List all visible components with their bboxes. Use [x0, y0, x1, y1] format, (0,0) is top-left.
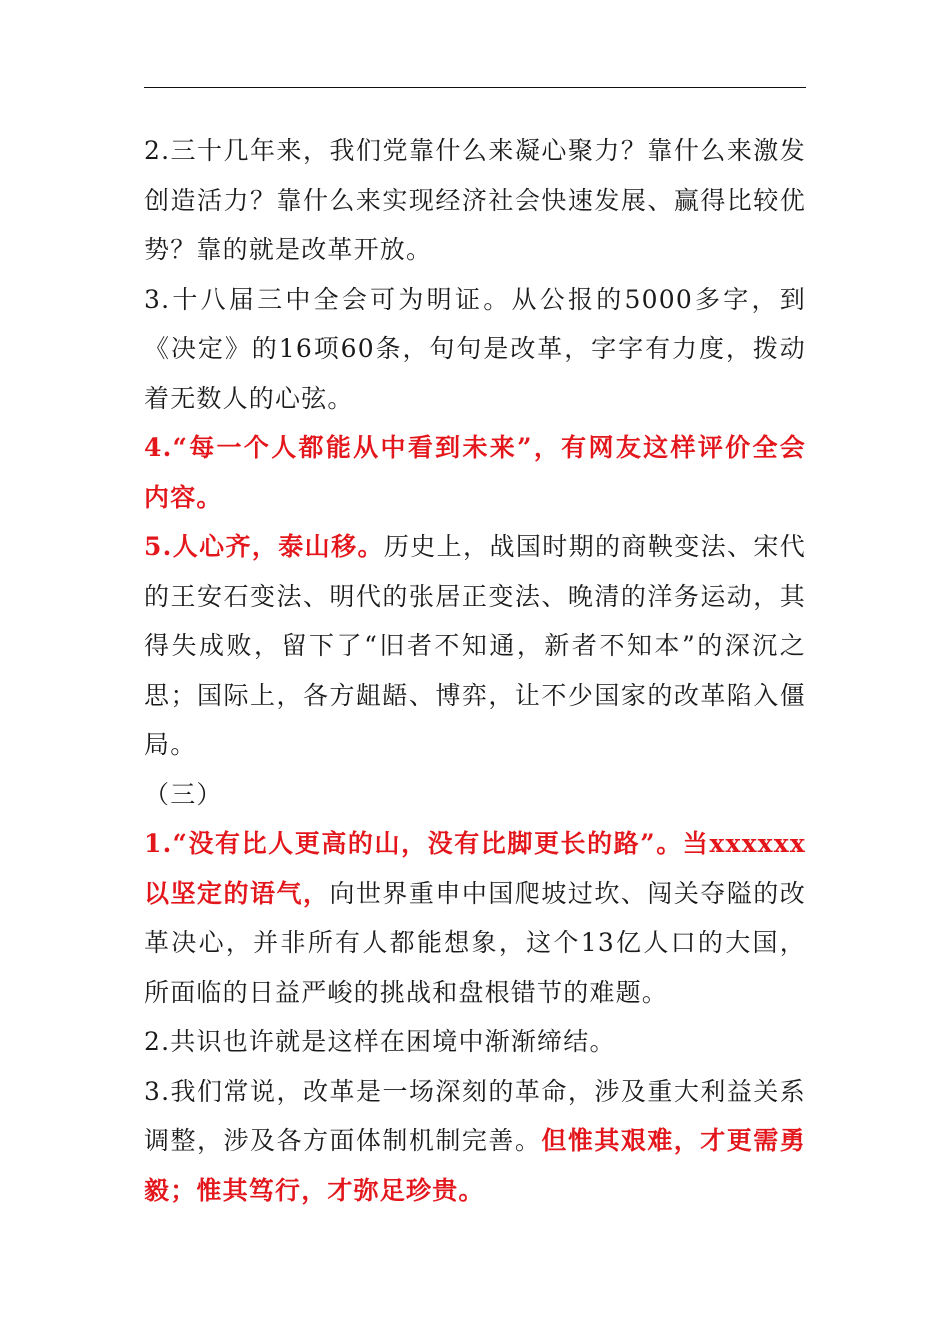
paragraph-2-gongshi	[144, 1017, 806, 1067]
paragraph-1-mountain-quote	[144, 819, 806, 1017]
emphasis-text-run: 1.“没有比人更高的山，没有比脚更长的路”。当xxxxxx以坚定的语气，	[144, 829, 806, 908]
text-run: 向世界重申中国爬坡过坎、闯关夺隘的改革决心，并非所有人都能想象，这个13亿人口的大国，所面临的日益严峻的挑战和盘根错节的难题。	[144, 878, 807, 1007]
text-run: 历史上，战国时期的商鞅变法、宋代的王安石变法、明代的张居正变法、晚清的洋务运动，其得失成败，留下了“旧者不知通，新者不知本”的深沉之思；国际上，各方龃龉、博弈，让不少国家的改革陷入僵局。	[144, 532, 806, 759]
section-heading-3	[144, 770, 806, 820]
text-run: 2.三十几年来，我们党靠什么来凝心聚力？靠什么来激发创造活力？靠什么来实现经济社会快速发展、赢得比较优势？靠的就是改革开放。	[144, 136, 806, 264]
paragraph-2-sanshiji	[144, 126, 806, 275]
emphasis-text-run: 但惟其艰难，才更需勇毅；惟其笃行，才弥足珍贵。	[144, 1126, 806, 1205]
text-run: 3.十八届三中全会可为明证。从公报的5000多字，到《决定》的16项60条，句句是改革，字字有力度，拨动着无数人的心弦。	[144, 284, 806, 413]
text-run: 3.我们常说，改革是一场深刻的革命，涉及重大利益关系调整，涉及各方面体制机制完善。	[144, 1076, 806, 1155]
paragraph-5-renxinqi	[144, 522, 806, 770]
header-rule	[144, 87, 806, 88]
text-run: 2.共识也许就是这样在困境中渐渐缔结。	[144, 1027, 616, 1056]
paragraph-3-shibajie	[144, 275, 806, 424]
emphasis-text-run: 4.“每一个人都能从中看到未来”，有网友这样评价全会内容。	[144, 433, 806, 512]
section-heading-text: （三）	[144, 779, 223, 809]
document-body	[144, 126, 806, 1215]
paragraph-4-quote	[144, 423, 806, 522]
paragraph-3-gaige-revolution	[144, 1067, 806, 1216]
emphasis-text-run: 5.人心齐，泰山移。	[144, 532, 384, 561]
